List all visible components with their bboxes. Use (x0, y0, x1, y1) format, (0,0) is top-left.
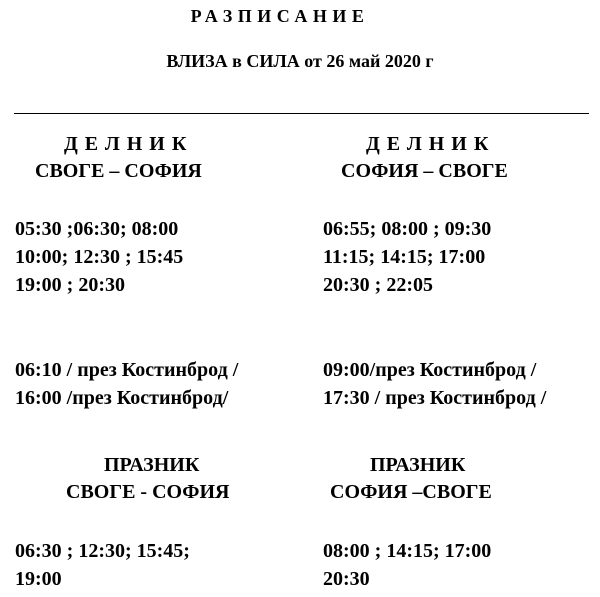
time-row: 06:55; 08:00 ; 09:30 (323, 218, 492, 240)
divider-line (14, 113, 589, 114)
holiday-left-times (15, 537, 190, 593)
via-row: 17:30 / през Костинброд / (323, 387, 547, 409)
via-row: 16:00 /през Костинброд/ (15, 387, 229, 409)
weekday-left-route: СВОГЕ – СОФИЯ (35, 160, 202, 182)
time-row: 05:30 ;06:30; 08:00 (15, 218, 179, 240)
holiday-right-times (323, 537, 491, 593)
time-row: 11:15; 14:15; 17:00 (323, 246, 486, 268)
weekday-right-via-times (323, 356, 546, 412)
time-row: 20:30 (323, 568, 370, 590)
holiday-left-route: СВОГЕ - СОФИЯ (66, 481, 230, 503)
weekday-right-route: СОФИЯ – СВОГЕ (341, 160, 508, 182)
weekday-left-times (15, 215, 183, 299)
time-row: 19:00 ; 20:30 (15, 274, 125, 296)
via-row: 09:00/през Костинброд / (323, 359, 537, 381)
effective-date: ВЛИЗА в СИЛА от 26 май 2020 г (166, 51, 434, 71)
time-row: 06:30 ; 12:30; 15:45; (15, 540, 190, 562)
holiday-right-day-label: ПРАЗНИК (370, 454, 466, 476)
weekday-left-day-label: ДЕЛНИК (64, 133, 194, 155)
time-row: 08:00 ; 14:15; 17:00 (323, 540, 492, 562)
weekday-left-via-times (15, 356, 238, 412)
via-row: 06:10 / през Костинброд / (15, 359, 239, 381)
holiday-left-day-label: ПРАЗНИК (104, 454, 200, 476)
weekday-right-times (323, 215, 491, 299)
time-row: 10:00; 12:30 ; 15:45 (15, 246, 184, 268)
page-title: РАЗПИСАНИЕ (190, 6, 370, 26)
time-row: 20:30 ; 22:05 (323, 274, 433, 296)
holiday-right-route: СОФИЯ –СВОГЕ (330, 481, 492, 503)
time-row: 19:00 (15, 568, 62, 590)
weekday-right-day-label: ДЕЛНИК (366, 133, 496, 155)
